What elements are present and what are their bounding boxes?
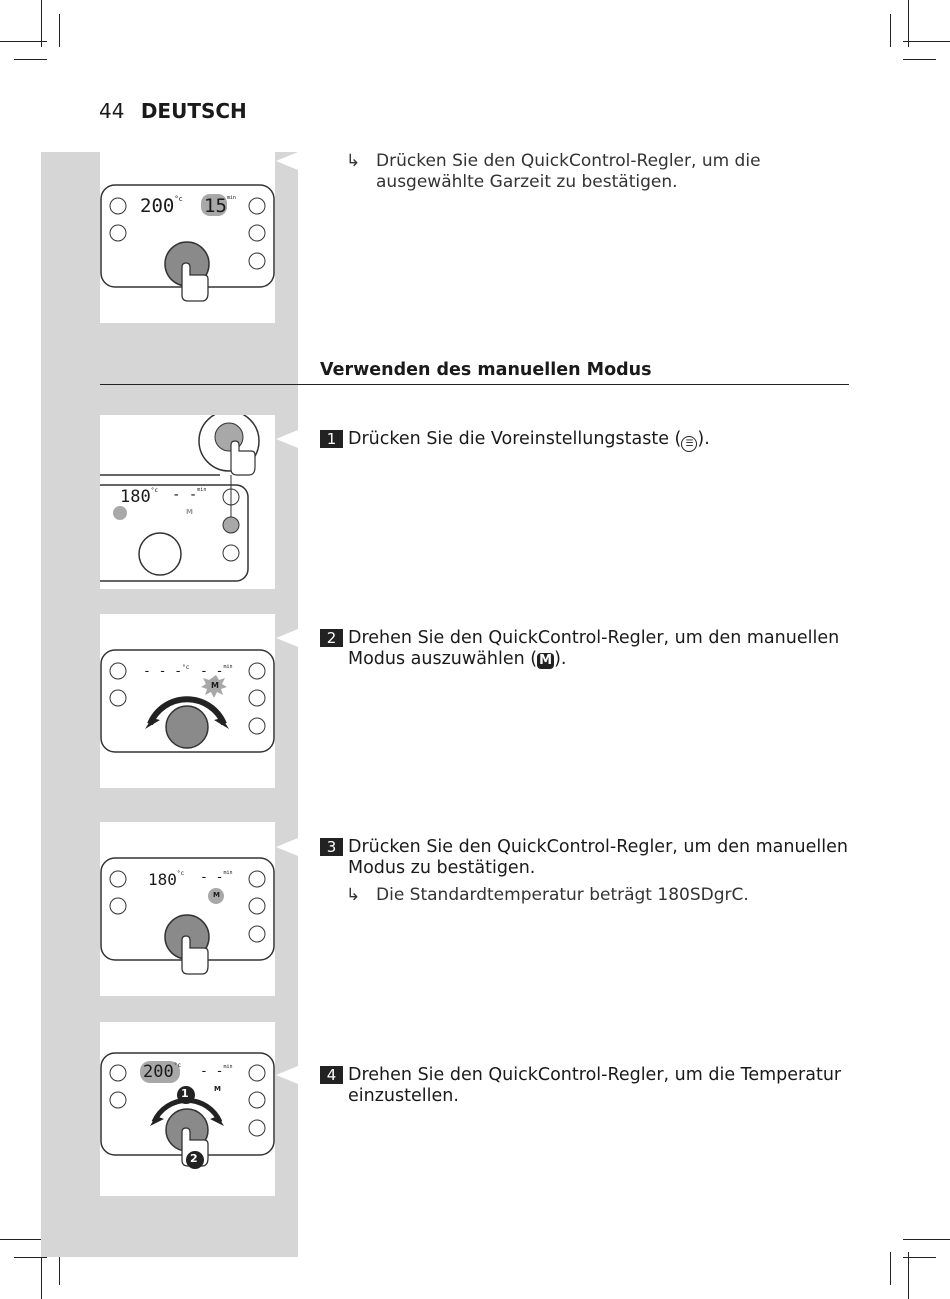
temp-readout: - - -$^{^\circ c}$ — [143, 664, 190, 679]
crop-mark — [903, 41, 950, 42]
result-arrow: ↳ — [346, 885, 361, 905]
panel-pointer — [276, 838, 298, 856]
crop-mark — [0, 1239, 47, 1240]
step-number: 4 — [320, 1066, 343, 1084]
crop-mark — [903, 59, 936, 60]
result-text: Drücken Sie den QuickControl-Regler, um die ausgewählte Garzeit zu bestätigen. — [376, 151, 761, 192]
page-language: DEUTSCH — [140, 99, 247, 123]
panel-pointer — [276, 430, 298, 448]
result-arrow: ↳ — [346, 151, 361, 171]
mode-label: M — [213, 891, 220, 899]
page-header — [99, 99, 247, 123]
step-text: Drehen Sie den QuickControl-Regler, um den manuellen Modus auszuwählen ( — [348, 628, 840, 669]
step-text: Drücken Sie die Voreinstellungstaste ( — [348, 429, 682, 449]
mode-label: M — [186, 508, 193, 516]
crop-mark — [890, 1252, 891, 1285]
crop-mark — [908, 1252, 909, 1299]
crop-mark — [41, 1252, 42, 1299]
preset-icon: ☰ — [681, 436, 697, 452]
page-number: 44 — [99, 99, 125, 123]
temp-readout: $200^{^\circ c}$ — [140, 195, 183, 217]
section-title: Verwenden des manuellen Modus — [320, 360, 652, 380]
time-readout: - -$^{min}$ — [200, 870, 233, 885]
mode-label: M — [214, 1085, 221, 1093]
callout-1: 1 — [181, 1087, 189, 1100]
illustration-panel-rotate-select — [100, 614, 275, 788]
crop-mark — [41, 0, 42, 47]
time-readout: $15^{min}$ — [204, 195, 236, 217]
step-text: Drücken Sie den QuickControl-Regler, um den manuellen Modus zu bestätigen. — [348, 837, 848, 878]
temp-readout: $180^{^\circ c}$ — [120, 487, 158, 507]
panel-pointer — [276, 629, 298, 647]
illustration-panel-confirm-time — [100, 149, 275, 323]
manual-mode-icon: M — [539, 653, 553, 668]
step-number: 3 — [320, 838, 343, 856]
crop-mark — [0, 41, 47, 42]
crop-mark — [903, 1239, 950, 1240]
crop-mark — [903, 1257, 936, 1258]
temp-readout: $180^{^\circ c}$ — [148, 870, 185, 889]
callout-2: 2 — [190, 1152, 198, 1165]
step-text: Drehen Sie den QuickControl-Regler, um die Temperatur einzustellen. — [348, 1065, 842, 1106]
time-readout: - -$^{min}$ — [172, 487, 207, 503]
crop-mark — [14, 1257, 47, 1258]
mode-label: M — [211, 681, 219, 690]
crop-mark — [59, 14, 60, 47]
temp-readout: $200^{^\circ c}$ — [143, 1062, 181, 1082]
crop-mark — [14, 59, 47, 60]
section-divider — [100, 384, 849, 385]
result-text: Die Standardtemperatur beträgt 180SDgrC. — [376, 885, 749, 905]
panel-pointer — [276, 152, 298, 170]
illustration-panel-confirm-manual — [100, 822, 275, 996]
step-number: 2 — [320, 629, 343, 647]
time-readout: - -$^{min}$ — [200, 664, 233, 679]
step-number: 1 — [320, 430, 343, 448]
panel-pointer — [276, 1066, 298, 1084]
illustration-panel-preset-button — [100, 415, 275, 589]
crop-mark — [908, 0, 909, 47]
time-readout: - -$^{min}$ — [200, 1064, 233, 1079]
crop-mark — [890, 14, 891, 47]
illustration-panel-set-temperature — [100, 1022, 275, 1196]
